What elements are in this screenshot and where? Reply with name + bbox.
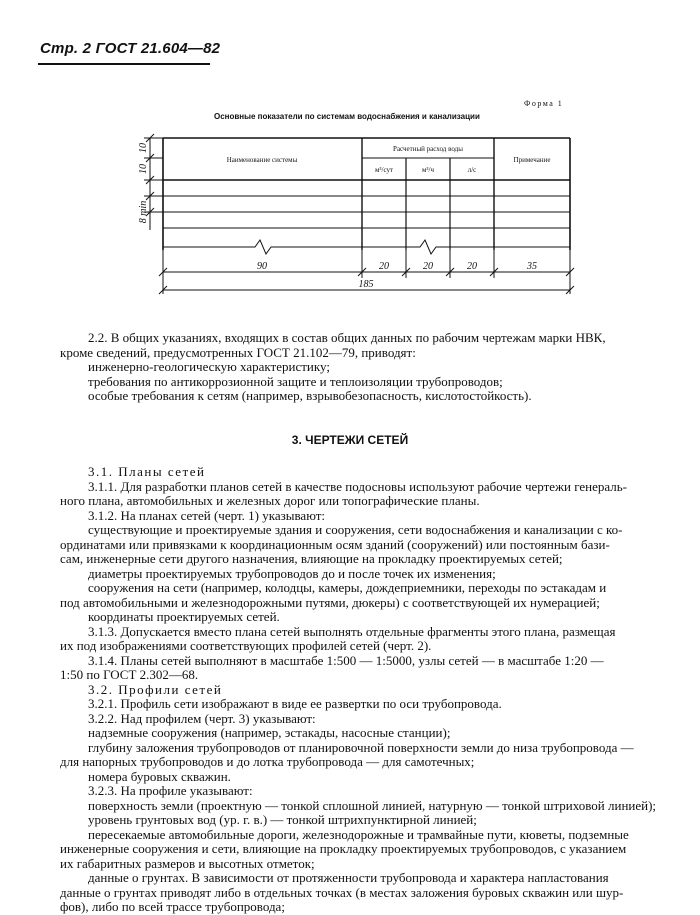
- dim-10-second: 10: [138, 164, 149, 174]
- text-line: требования по антикоррозионной защите и теплоизоляции трубопроводов;: [88, 373, 503, 389]
- text-line: существующие и проектируемые здания и сооружения, сети водоснабжения и канализации с ко-: [88, 522, 623, 537]
- dim-20-day: 20: [379, 261, 389, 272]
- text-line: пересекаемые автомобильные дороги, железнодорожные и трамвайные пути, кюветы, подземные: [88, 826, 629, 842]
- text-line: 3.1.3. Допускается вместо плана сетей выполнять отдельные фрагменты этого плана, размещая: [88, 623, 616, 639]
- dim-20-hour: 20: [423, 261, 433, 272]
- form-table-drawing: [0, 0, 700, 320]
- form-label: Форма 1: [524, 99, 564, 108]
- text-line: фов), либо по всей трассе трубопровода;: [60, 899, 285, 914]
- section-3-heading: 3. ЧЕРТЕЖИ СЕТЕЙ: [291, 433, 409, 447]
- unit-sec-label: л/с: [467, 166, 477, 174]
- subsection-heading: 3.2. Профили сетей: [88, 681, 223, 697]
- text-line: сам, инженерные сети другого назначения, влияющие на прокладку проектируемых сетей;: [60, 551, 563, 566]
- dim-20-sec: 20: [467, 261, 477, 272]
- text-line: поверхность земли (проектную — тонкой сплошной линией, натурную — тонкой штриховой линией);: [88, 797, 657, 813]
- text-line: координаты проектируемых сетей.: [88, 609, 280, 624]
- text-line: 3.2.2. Над профилем (черт. 3) указывают:: [88, 710, 316, 726]
- section-3-body: [60, 465, 670, 915]
- text-line: уровень грунтовых вод (ур. г. в.) — тонкой штрихпунктирной линией;: [88, 812, 477, 827]
- text-line: их габаритных размеров и высотных отметок;: [60, 855, 315, 871]
- text-line: особые требования к сетям (например, взрывобезопасность, кислотостойкость).: [88, 388, 532, 403]
- dim-90: 90: [257, 261, 267, 272]
- col-note-label: Примечание: [513, 156, 551, 164]
- text-line: ного плана, автомобильных и железных дорог или топографические планы.: [60, 493, 480, 508]
- col-flow-label: Расчетный расход воды: [393, 145, 463, 153]
- unit-day-label: м³/сут: [374, 166, 394, 174]
- text-line: 3.1.1. Для разработки планов сетей в качестве подосновы используют рабочие чертежи генераль-: [88, 478, 628, 494]
- subsection-heading: 3.1. Планы сетей: [88, 464, 206, 479]
- text-line: для напорных трубопроводов и до лотка трубопровода — для самотечных;: [60, 754, 475, 769]
- text-line: их под изображениями соответствующих профилей сетей (черт. 2).: [60, 638, 432, 653]
- dim-8min: 8 min: [138, 200, 149, 224]
- dim-10-top: 10: [138, 143, 149, 153]
- text-line: номера буровых скважин.: [88, 768, 231, 784]
- text-line: 3.2.1. Профиль сети изображают в виде ее развертки по оси трубопровода.: [88, 696, 502, 711]
- unit-hour-label: м³/ч: [422, 166, 434, 174]
- text-line: инженерно-геологическую характеристику;: [88, 359, 330, 374]
- text-line: 1:50 по ГОСТ 2.302—68.: [60, 667, 199, 682]
- dim-35: 35: [527, 261, 537, 272]
- text-line: 3.2.3. На профиле указывают:: [88, 783, 253, 798]
- text-line: сооружения на сети (например, колодцы, камеры, дождеприемники, переходы по эстакадам и: [88, 580, 607, 595]
- text-line: надземные сооружения (например, эстакады, насосные станции);: [88, 725, 451, 740]
- text-line: глубину заложения трубопроводов от планировочной поверхности земли до низа трубопровода —: [88, 739, 634, 755]
- text-line: кроме сведений, предусмотренных ГОСТ 21.102—79, приводят:: [60, 344, 416, 360]
- col-system-label: Наименование системы: [226, 156, 298, 164]
- text-line: под автомобильными и железнодорожными путями, дюкеры) с соответствующей их нумерацией;: [60, 594, 600, 610]
- text-line: 3.1.2. На планах сетей (черт. 1) указывают:: [88, 507, 326, 523]
- form-title: Основные показатели по системам водоснабжения и канализации: [214, 112, 480, 121]
- text-line: 3.1.4. Планы сетей выполняют в масштабе 1:500 — 1:5000, узлы сетей — в масштабе 1:20 —: [88, 652, 604, 668]
- text-line: данные о грунтах. В зависимости от протяженности трубопровода и характера напластования: [88, 870, 609, 885]
- section-2-2: [60, 331, 670, 404]
- text-line: данные о грунтах приводят либо в отдельных точках (в местах заложения буровых скважин или шур-: [60, 884, 624, 900]
- dim-185: 185: [358, 279, 374, 290]
- text-line: инженерные сооружения и сети, влияющие на прокладку проектируемых трубопроводов, с указанием: [60, 841, 627, 856]
- text-line: ординатами или привязками к координационным осям зданий (сооружений) или постоянным бази-: [60, 536, 610, 552]
- text-line: 2.2. В общих указаниях, входящих в состав общих данных по рабочим чертежам марки НВК,: [88, 330, 606, 345]
- text-line: диаметры проектируемых трубопроводов до и после точек их изменения;: [88, 565, 496, 581]
- page-header: Стр. 2 ГОСТ 21.604—82: [40, 40, 221, 57]
